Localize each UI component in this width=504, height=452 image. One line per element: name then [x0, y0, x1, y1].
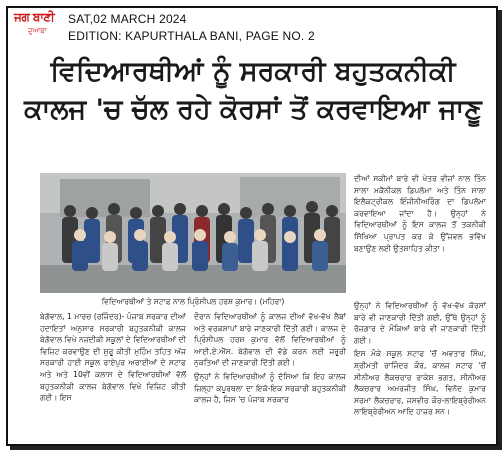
edition-date: SAT,02 MARCH 2024: [68, 12, 187, 26]
article-column-1: [40, 311, 186, 406]
newspaper-clipping: [6, 6, 498, 446]
logo-text: ਜਗ ਬਾਣੀ: [14, 10, 55, 24]
edition-name: EDITION: KAPURTHALA BANI, PAGE NO. 2: [68, 29, 315, 43]
article-column-2: [194, 311, 346, 408]
logo-subtitle: ਦੁਆਬਾ: [28, 27, 47, 35]
newspaper-logo: [14, 10, 62, 44]
article-column-right-top: [354, 173, 486, 256]
photo-caption: ਵਿਦਿਆਰਥੀਆਂ ਤੇ ਸਟਾਫ ਨਾਲ ਪ੍ਰਿੰਸੀਪਲ ਹਰਸ਼ ਕੁਮਾਰ। (ਮਹਿਰਾ): [101, 297, 285, 306]
masthead: [8, 8, 496, 50]
article-column-right-bottom: [354, 300, 486, 420]
paragraph: ਇਸ ਮੌਕੇ ਸਕੂਲ ਸਟਾਫ 'ਚੋਂ ਅਵਤਾਰ ਸਿੰਘ, ਸ਼੍ਰੀਮਤੀ ਰਾਜਿੰਦਰ ਕੌਰ, ਕਾਲਜ ਸਟਾਫ 'ਚੋਂ ਸੀਨੀਅਰ ਲੈਕਚਰਾਰ ਰਾਕੇਸ਼ ਭਗਤ, ਸੀਨੀਅਰ ਲੈਕਚਰਾਰ ਅਮਰਜੀਤ ਸਿੰਘ, ਵਿਨੋਦ ਕੁਮਾਰ ਸਰਮਾ ਲੈਕਚਰਾਰ, ਜਸਵੀਰ ਕੌਰ-ਲਾਇਬ੍ਰੇਰੀਅਨ ਲਾਇਬ੍ਰੇਰੀਅਨ ਆਦਿ ਹਾਜ਼ਰ ਸਨ।: [354, 349, 486, 417]
headline-line-2: ਕਾਲਜ 'ਚ ਚੱਲ ਰਹੇ ਕੋਰਸਾਂ ਤੋਂ ਕਰਵਾਇਆ ਜਾਣੂ: [24, 94, 482, 125]
paragraph: ਦੌਰਾਨ ਵਿਦਿਆਰਥੀਆਂ ਨੂੰ ਕਾਲਜ ਦੀਆਂ ਵੱਖ-ਵੱਖ ਲੈਬਾਂ ਅਤੇ ਵਰਕਸ਼ਾਪਾਂ ਬਾਰੇ ਜਾਣਕਾਰੀ ਦਿੱਤੀ ਗਈ। ਕਾਲਜ ਦੇ ਪ੍ਰਿੰਸੀਪਲ ਹਰਸ਼ ਕੁਮਾਰ ਵੱਲੋਂ ਵਿਦਿਆਰਥੀਆਂ ਨੂੰ ਆਈ.ਏ.ਐੱਸ. ਬੇਗੋਵਾਲ ਦੀ ਵੱਡੇ ਕਰਨ ਲਈ ਜਰੂਰੀ ਨੁਕਤਿਆਂ ਦੀ ਜਾਣਕਾਰੀ ਦਿੱਤੀ ਗਈ।: [194, 312, 346, 368]
paragraph: ਦੀਆਂ ਸਕੀਮਾਂ ਬਾਰੇ ਵੀ ਖੇਤਰ ਵੀਜ਼ਾਂ ਨਾਲ ਤਿੰਨ ਸਾਲਾ ਮਕੈਨੀਕਲ ਡਿਪਲੋਮਾ ਅਤੇ ਤਿੰਨ ਸਾਲਾ ਇਲੈਕਟ੍ਰੀਕਲ ਇੰਜੀਨੀਅਰਿੰਗ ਦਾ ਡਿਪਲੋਮਾ ਕਰਵਾਇਆ ਜਾਂਦਾ ਹੈ। ਉਨ੍ਹਾਂ ਨੇ ਵਿਦਿਆਰਥੀਆਂ ਨੂੰ ਇਸ ਕਾਲਜ ਤੋਂ ਤਕਨੀਕੀ ਸਿੱਖਿਆ ਪ੍ਰਾਪਤ ਕਰ ਕੇ ਉੱਜਵਲ ਭਵਿੱਖ ਬਣਾਉਣ ਲਈ ਉਤਸ਼ਾਹਿਤ ਕੀਤਾ।: [354, 174, 486, 253]
paragraph: ਉਨ੍ਹਾਂ ਨੇ ਵਿਦਿਆਰਥੀਆਂ ਨੂੰ ਦੱਸਿਆ ਕਿ ਇਹ ਕਾਲਜ ਜ਼ਿਲ੍ਹਾ ਕਪੂਰਥਲਾ ਦਾ ਇਕੋ-ਇਕ ਸਰਕਾਰੀ ਬਹੁਤਕਨੀਕੀ ਕਾਲਜ ਹੈ, ਜਿਸ 'ਚ ਪੰਜਾਬ ਸਰਕਾਰ: [194, 371, 346, 405]
group-photo: [40, 173, 346, 293]
paragraph: ਉਨ੍ਹਾਂ ਨੇ ਵਿਦਿਆਰਥੀਆਂ ਨੂੰ ਵੱਖ-ਵੱਖ ਕੋਰਸਾਂ ਬਾਰੇ ਵੀ ਜਾਣਕਾਰੀ ਦਿੱਤੀ ਗਈ, ਉੱਥੇ ਉਨ੍ਹਾਂ ਨੂੰ ਰੋਜ਼ਗਾਰ ਦੇ ਮੌਕਿਆਂ ਬਾਰੇ ਵੀ ਜਾਣਕਾਰੀ ਦਿੱਤੀ ਗਈ।: [354, 301, 486, 345]
headline-line-1: ਵਿਦਿਆਰਥੀਆਂ ਨੂੰ ਸਰਕਾਰੀ ਬਹੁਤਕਨੀਕੀ: [50, 56, 456, 87]
paragraph: ਬੇਗੋਵਾਲ, 1 ਮਾਰਚ (ਰਜਿੰਦਰ)- ਪੰਜਾਬ ਸਰਕਾਰ ਦੀਆਂ ਹਦਾਇਤਾਂ ਅਨੁਸਾਰ ਸਰਕਾਰੀ ਬਹੁਤਕਨੀਕੀ ਕਾਲਜ ਬੇਗੋਵਾਲ ਵਿਖੇ ਨਜ਼ਦੀਕੀ ਸਕੂਲਾਂ ਦੇ ਵਿਦਿਆਰਥੀਆਂ ਦੀ ਵਿਜ਼ਿਟ ਕਰਵਾਉਣ ਦੀ ਸ਼ੁਰੂ ਕੀਤੀ ਮੁਹਿੰਮ ਤਹਿਤ ਅੱਜ ਸਰਕਾਰੀ ਹਾਈ ਸਕੂਲ ਰਾਏਪੁਰ ਅਰਾਈਆਂ ਦੇ ਸਟਾਫ ਅਤੇ ਅਤੇ 10ਵੀਂ ਕਲਾਸ ਦੇ ਵਿਦਿਆਰਥੀਆਂ ਵੱਲੋਂ ਬਹੁਤਕਨੀਕੀ ਕਾਲਜ ਬੇਗੋਵਾਲ ਵਿਖੇ ਵਿਜ਼ਿਟ ਕੀਤੀ ਗਈ। ਇਸ: [40, 312, 186, 403]
